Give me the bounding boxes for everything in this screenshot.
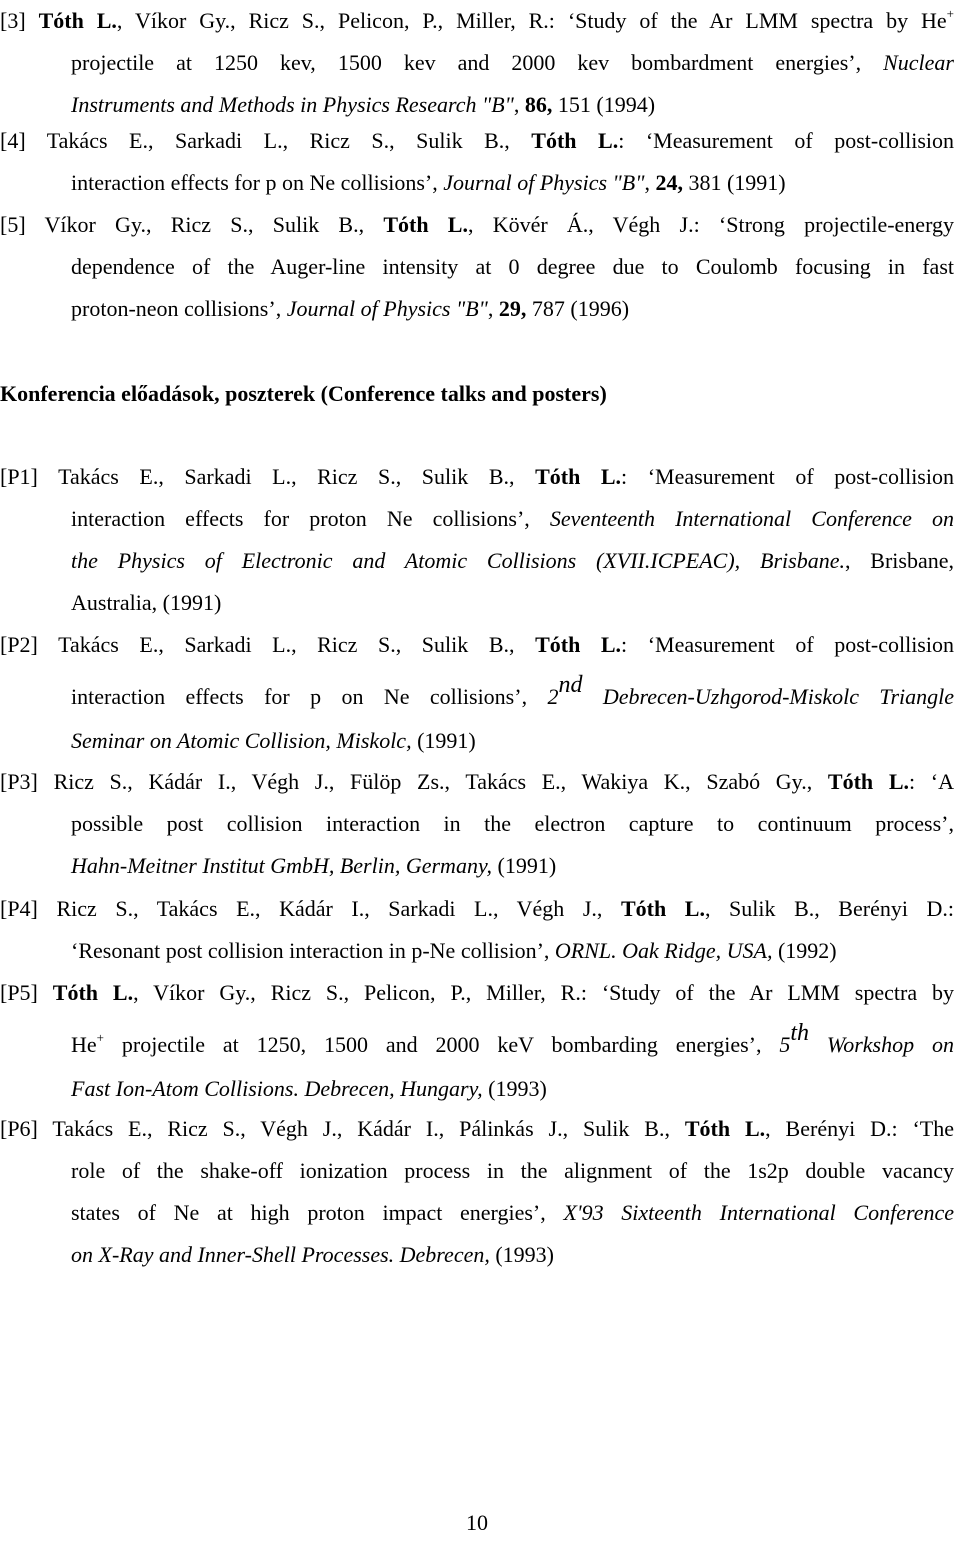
ref-line: [0, 456, 954, 498]
ref-title: possible post collision interaction in the electron capture to continuum process’,: [71, 811, 954, 836]
ref-line: [0, 498, 954, 540]
ref-venue: the Physics of Electronic and Atomic Collisions (XVII.ICPEAC), Brisbane.: [71, 548, 845, 573]
ref-authors: Takács E., Sarkadi L., Ricz S., Sulik B.,: [46, 128, 510, 153]
ref-title: interaction effects for p on Ne collisions’,: [71, 684, 528, 709]
ref-authors: Takács E., Sarkadi L., Ricz S., Sulik B.,: [58, 632, 515, 657]
ref-venue: Fast Ion-Atom Collisions. Debrecen, Hungary,: [71, 1076, 483, 1101]
ref-authors: , Víkor Gy., Ricz S., Pelicon, P., Miller, R.: [116, 8, 549, 33]
ref-author-highlight: Tóth L.: [621, 896, 705, 921]
ref-line: [0, 803, 954, 845]
ref-title: projectile at 1250, 1500 and 2000 keV bombarding energies’,: [121, 1032, 762, 1057]
ref-tag: [P4]: [0, 896, 38, 921]
ref-tag: [P1]: [0, 464, 38, 489]
section-heading: Konferencia előadások, poszterek (Conference talks and posters): [0, 381, 607, 406]
ref-authors: Ricz S., Takács E., Kádár I., Sarkadi L., Végh J.,: [56, 896, 603, 921]
ref-journal: Journal of Physics "B": [286, 296, 488, 321]
ref-author-highlight: Tóth L.: [531, 128, 619, 153]
ref-line: proton-neon collisions’, Journal of Physics "B", 29, 787 (1996): [71, 296, 630, 321]
ref-journal: Instruments and Methods in Physics Research "B": [71, 92, 514, 117]
ref-line: [0, 845, 954, 887]
ref-tag: [4]: [0, 128, 26, 153]
ref-line: [0, 930, 954, 972]
ref-author-highlight: Tóth L.: [52, 980, 134, 1005]
ref-tag: [P3]: [0, 769, 38, 794]
ref-title: : ‘Measurement of post-collision: [618, 128, 954, 153]
ref-place: , Brisbane,: [844, 548, 955, 573]
ref-line: [0, 204, 954, 246]
ref-author-highlight: Tóth L.: [383, 212, 468, 237]
ref-line: [0, 0, 954, 42]
ref-line: [0, 972, 954, 1014]
conference-ref-p2: [0, 624, 954, 760]
ref-pages-year: 151 (1994): [557, 92, 656, 117]
ref-title: interaction effects for p on Ne collisions’,: [71, 170, 438, 195]
ref-line: [0, 540, 954, 582]
ref-line: [0, 761, 954, 803]
ref-authors: , Víkor Gy., Ricz S., Pelicon, P., Miller, R.: [133, 980, 581, 1005]
reference-4: [0, 120, 954, 204]
ref-title: : ‘Measurement of post-collision: [621, 464, 954, 489]
ref-author-highlight: Tóth L.: [684, 1116, 766, 1141]
ref-title: : ‘Strong projectile-energy: [693, 212, 954, 237]
conference-ref-p5: [0, 972, 954, 1108]
ref-line: [0, 582, 954, 624]
ref-superscript: +: [96, 1029, 104, 1045]
ref-line: [0, 1150, 954, 1192]
conference-ref-p1: [0, 456, 954, 624]
ref-title: : ‘A: [909, 769, 954, 794]
ref-title: states of Ne at high proton impact energies’,: [71, 1200, 546, 1225]
ref-superscript: +: [946, 5, 954, 21]
ref-line: Instruments and Methods in Physics Research "B", 86, 151 (1994): [71, 92, 656, 117]
ref-venue: Hahn-Meitner Institut GmbH, Berlin, Germany,: [71, 853, 492, 878]
ordinal-suffix: th: [790, 1019, 810, 1046]
ref-title: proton-neon collisions’,: [71, 296, 282, 321]
ref-venue: ORNL. Oak Ridge, USA,: [554, 938, 773, 963]
ref-title: ‘Resonant post collision interaction in p-Ne collision’,: [71, 938, 550, 963]
ref-title: He: [71, 1032, 97, 1057]
ref-title: role of the shake-off ionization process in the alignment of the 1s2p double vacancy: [71, 1158, 954, 1183]
ref-tag: [3]: [0, 8, 26, 33]
ref-tag: [5]: [0, 212, 26, 237]
ref-venue: Debrecen-Uzhgorod-Miskolc Triangle: [602, 684, 954, 709]
ref-volume: 24,: [655, 170, 683, 195]
ref-ordinal: [547, 671, 583, 709]
ref-venue: X'93 Sixteenth International Conference: [563, 1200, 955, 1225]
ref-authors: , Berényi D.: [765, 1116, 892, 1141]
ref-volume: 29,: [498, 296, 527, 321]
ref-author-highlight: Tóth L.: [535, 632, 622, 657]
conference-ref-p6: [0, 1108, 954, 1276]
ref-line: [0, 666, 954, 718]
ref-line: [0, 120, 954, 162]
ref-author-highlight: Tóth L.: [535, 464, 622, 489]
ref-authors: , Sulik B., Berényi D.:: [704, 896, 955, 921]
ref-line: [0, 246, 954, 288]
ordinal-number: 5: [779, 1032, 791, 1057]
ref-year: (1992): [777, 938, 837, 963]
ref-title: : ‘The: [891, 1116, 954, 1141]
ref-line: [0, 1234, 954, 1276]
ref-line: [0, 1108, 954, 1150]
ref-line: [0, 1066, 954, 1108]
ref-authors: Takács E., Ricz S., Végh J., Kádár I., Pálinkás J., Sulik B.,: [52, 1116, 670, 1141]
ref-venue: on X-Ray and Inner-Shell Processes. Debrecen,: [71, 1242, 490, 1267]
ref-venue: Seventeenth International Conference on: [549, 506, 954, 531]
page-number: 10: [466, 1510, 488, 1535]
ordinal-number: 2: [547, 684, 559, 709]
ref-venue: Workshop on: [826, 1032, 955, 1057]
ref-ordinal: [779, 1019, 810, 1057]
ref-place: Australia, (1991): [71, 590, 222, 615]
ref-authors: , Kövér Á., Végh J.: [467, 212, 694, 237]
ref-line: [0, 624, 954, 666]
reference-3: [0, 0, 954, 126]
conference-ref-p3: [0, 761, 954, 887]
ref-year: (1991): [417, 728, 476, 753]
ref-tag: [P5]: [0, 980, 38, 1005]
ref-title: dependence of the Auger-line intensity at 0 degree due to Coulomb focusing in fast: [71, 254, 954, 279]
ref-title: interaction effects for proton Ne collisions’,: [71, 506, 530, 531]
ref-title: : ‘Measurement of post-collision: [621, 632, 954, 657]
ref-year: (1993): [495, 1242, 555, 1267]
ref-line: interaction effects for p on Ne collisions’, Journal of Physics "B", 24, 381 (1991): [71, 170, 786, 195]
ref-authors: Ricz S., Kádár I., Végh J., Fülöp Zs., Takács E., Wakiya K., Szabó Gy.,: [53, 769, 813, 794]
reference-5: [0, 204, 954, 330]
ref-authors: Takács E., Sarkadi L., Ricz S., Sulik B.,: [58, 464, 515, 489]
ref-line: [0, 42, 954, 84]
ref-year: (1993): [488, 1076, 547, 1101]
ref-line: [0, 1014, 954, 1066]
ref-tag: [P2]: [0, 632, 38, 657]
ref-journal: Nuclear: [883, 50, 954, 75]
ref-venue: Seminar on Atomic Collision, Miskolc,: [71, 728, 412, 753]
ref-line: [0, 888, 954, 930]
ref-volume: 86,: [524, 92, 553, 117]
ref-authors: Víkor Gy., Ricz S., Sulik B.,: [44, 212, 365, 237]
ref-pages-year: 787 (1996): [531, 296, 630, 321]
ref-author-highlight: Tóth L.: [38, 8, 117, 33]
ref-title: projectile at 1250 kev, 1500 kev and 2000 kev bombardment energies’,: [71, 50, 862, 75]
ref-author-highlight: Tóth L.: [827, 769, 909, 794]
ref-title: : ‘Study of the Ar LMM spectra by He: [548, 8, 947, 33]
ref-line: [0, 718, 954, 760]
ref-year: (1991): [497, 853, 557, 878]
ref-tag: [P6]: [0, 1116, 38, 1141]
ordinal-suffix: nd: [558, 671, 583, 698]
ref-line: [0, 1192, 954, 1234]
ref-pages-year: 381 (1991): [688, 170, 786, 195]
conference-ref-p4: [0, 888, 954, 972]
ref-journal: Journal of Physics "B": [443, 170, 645, 195]
ref-title: : ‘Study of the Ar LMM spectra by: [580, 980, 954, 1005]
